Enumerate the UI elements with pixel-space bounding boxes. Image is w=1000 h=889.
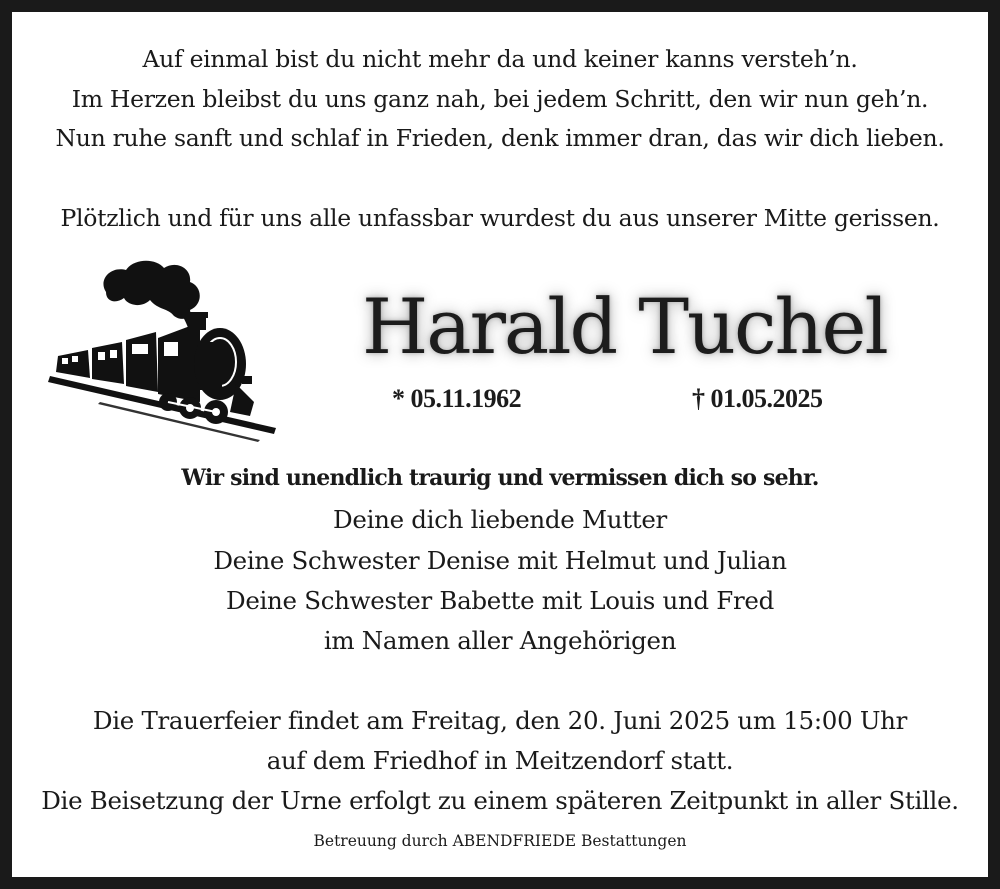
mourner-line-2: Deine Schwester Denise mit Helmut und Julian <box>213 546 787 575</box>
service-line-2: auf dem Friedhof in Meitzendorf statt. <box>266 746 734 775</box>
steam-train-icon <box>40 252 285 442</box>
service-line-1: Die Trauerfeier findet am Freitag, den 20. Juni 2025 um 15:00 Uhr <box>92 706 908 735</box>
verse-line-2: Im Herzen bleibst du uns ganz nah, bei jedem Schritt, den wir nun geh’n. <box>71 85 929 113</box>
mourner-line-3: Deine Schwester Babette mit Louis und Fred <box>225 586 774 615</box>
intro-line: Plötzlich und für uns alle unfassbar wurdest du aus unserer Mitte gerissen. <box>60 204 940 232</box>
funeral-home-credit: Betreuung durch ABENDFRIEDE Bestattungen <box>313 832 687 850</box>
service-line-3: Die Beisetzung der Urne erfolgt zu einem späteren Zeitpunkt in aller Stille. <box>41 786 959 815</box>
mourning-statement: Wir sind unendlich traurig und vermissen dich so sehr. <box>181 465 819 491</box>
birth-date: * 05.11.1962 <box>392 384 522 413</box>
deceased-name: Harald Tuchel <box>362 282 887 371</box>
mourner-line-1: Deine dich liebende Mutter <box>333 505 667 534</box>
mourner-line-4: im Namen aller Angehörigen <box>323 626 677 655</box>
verse-line-1: Auf einmal bist du nicht mehr da und keiner kanns versteh’n. <box>142 45 858 73</box>
verse-line-3: Nun ruhe sanft und schlaf in Frieden, denk immer dran, das wir dich lieben. <box>55 124 945 152</box>
death-date: † 01.05.2025 <box>692 384 823 413</box>
